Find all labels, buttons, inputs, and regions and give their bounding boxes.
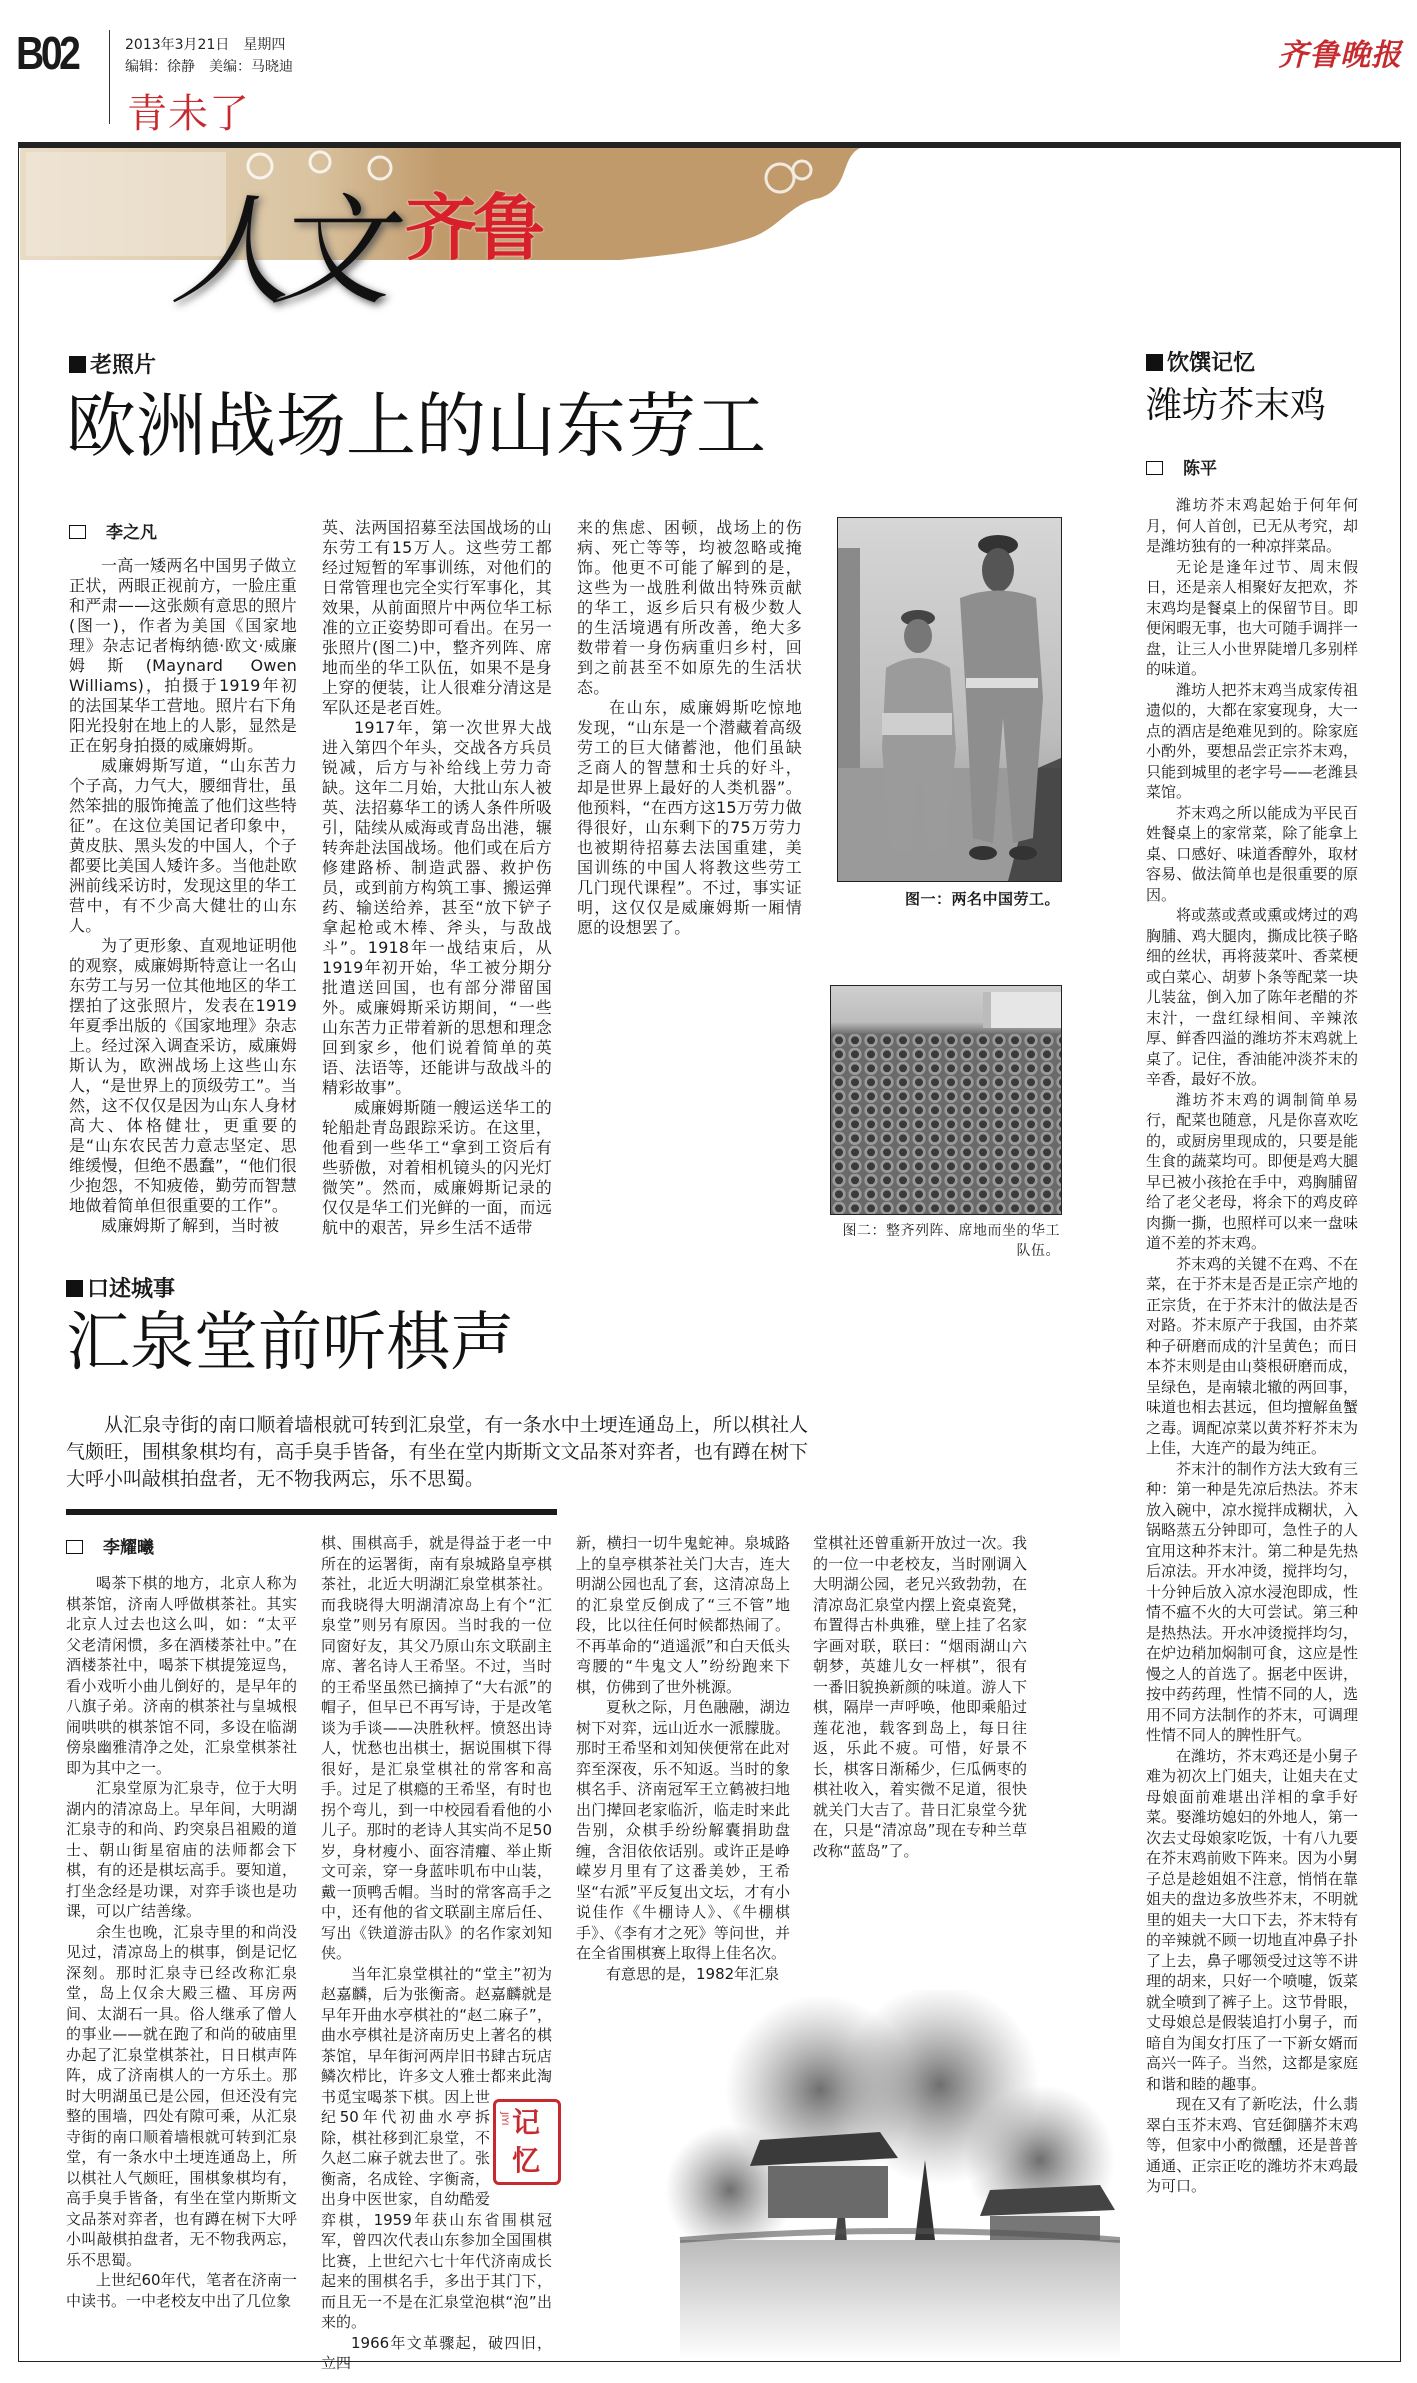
paragraph: 威廉姆斯写道，“山东苦力个子高，力气大，腰细背壮，虽然笨拙的服饰掩盖了他们这些特征”。在这位美国记者印象中，黄皮肤、黑头发的中国人，个子都要比美国人矮许多。当他赴欧洲前线采访时，发现这里的华工营中，有不少高大健壮的山东人。 bbox=[69, 756, 297, 935]
article-title: 欧洲战场上的山东劳工 bbox=[66, 385, 766, 467]
divider-bar bbox=[66, 1509, 557, 1515]
seal-pinyin: JIYI bbox=[499, 2112, 509, 2126]
byline bbox=[1146, 454, 1217, 479]
paragraph: 威廉姆斯随一艘运送华工的轮船赴青岛跟踪采访。在这里，他看到一些华工“拿到工资后有些骄傲，对着相机镜头的闪光灯微笑”。然而，威廉姆斯记录的仅仅是华工们光鲜的一面，而远航中的艰苦，异乡生活不适带 bbox=[322, 1098, 552, 1237]
section-label-old-photos: 老照片 bbox=[69, 348, 156, 379]
article-column bbox=[69, 556, 297, 1236]
column-name: 青未了 bbox=[127, 91, 250, 137]
paragraph: 堂棋社还曾重新开放过一次。我的一位一中老校友，当时刚调入大明湖公园，老兄兴致勃勃，在清凉岛汇泉堂内摆上瓷桌瓷凳，布置得古朴典雅，壁上挂了名家字画对联，联曰：“烟雨湖山六朝梦，英雄儿女一枰棋”，很有一番旧貌换新颜的味道。游人下棋，隔岸一声呼唤，他即乘船过莲花池，载客到岛上，每日往返，乐此不疲。可惜，好景不长，棋客日渐稀少，仨瓜俩枣的棋社收入，着实微不足道，很快就关门大吉了。昔日汇泉堂今犹在，只是“清凉岛”现在专种兰草改称“蓝岛”了。 bbox=[813, 1534, 1027, 1860]
paragraph: 芥末鸡的关键不在鸡、不在菜，在于芥末是否是正宗产地的正宗货，在于芥末汁的做法是否对路。芥末原产于我国，由芥菜种子研磨而成的汁呈黄色；而日本芥末则是由山葵根研磨而成，呈绿色，是南辕北辙的两回事，味道也相去甚远，但均擅解鱼蟹之毒。调配凉菜以黄芥籽芥末为上佳，大连产的最为纯正。 bbox=[1146, 1254, 1358, 1457]
paragraph: 潍坊芥末鸡的调制简单易行，配菜也随意，凡是你喜欢吃的，或厨房里现成的，只要是能生食的蔬菜均可。即便是鸡大腿早已被小孩抢在手中，鸡胸脯留给了老父老母，将余下的鸡皮碎肉撕一撕，也照样可以来一盘味道不差的芥末鸡。 bbox=[1146, 1090, 1358, 1252]
article-column bbox=[321, 1533, 552, 2374]
section-label-food-memory: 饮馔记忆 bbox=[1146, 346, 1255, 377]
paragraph: 1966年文革骤起，破四旧，立四 bbox=[321, 2333, 552, 2372]
paragraph: 潍坊芥末鸡起始于何年何月，何人首创，已无从考究，却是潍坊独有的一种凉拌菜品。 bbox=[1146, 496, 1358, 555]
byline-box-icon bbox=[69, 525, 86, 539]
article-column bbox=[322, 518, 552, 1238]
paragraph: 当年汇泉堂棋社的“堂主”初为赵嘉麟，后为张衡斋。赵嘉麟就是早年开曲水亭棋社的“赵二麻子”，曲水亭棋社是济南历史上著名的棋茶馆，早年街河两岸旧书肆古玩店鳞次栉比，许多文人雅士都来此淘书觅宝喝茶下棋。因上世纪50年代初曲水亭拆除，棋社移到汇泉堂，不久赵二麻子就去世了。张衡斋，名成铨、字衡斋，出身中医世家，自幼酷爱弈棋，1959年获山东省围棋冠军，曾四次代表山东参加全国围棋比赛，上世纪六七十年代济南成长起来的围棋名手，多出于其门下，而且无一不是在汇泉堂泡棋“泡”出来的。 bbox=[321, 1964, 552, 2331]
byline bbox=[69, 518, 157, 543]
article-column bbox=[1146, 495, 1358, 2197]
author-name: 李之凡 bbox=[106, 523, 157, 543]
newspaper-logo: 齐鲁晚报 bbox=[1278, 38, 1402, 73]
editor-credits: 编辑：徐静 美编：马晓迪 bbox=[125, 59, 293, 75]
paragraph: 来的焦虑、困顿，战场上的伤病、死亡等等，均被忽略或掩饰。他更不可能了解到的是，这些为一战胜利做出特殊贡献的华工，返乡后只有极少数人的生活境遇有所改善，绝大多数带着一身伤病重归乡村，回到之前甚至不如原先的生活状态。 bbox=[577, 518, 802, 697]
article-intro: 从汇泉寺街的南口顺着墙根就可转到汇泉堂，有一条水中土埂连通岛上，所以棋社人气颇旺，围棋象棋均有，高手臭手皆备，有坐在堂内斯斯文文品茶对弈者，也有蹲在树下大呼小叫敲棋拍盘者，无不物我两忘，乐不思蜀。 bbox=[66, 1414, 808, 1490]
section-banner bbox=[20, 148, 880, 322]
paragraph: 现在又有了新吃法，什么翡翠白玉芥末鸡、官廷御膳芥末鸡等，但家中小酌微醺，还是普普通通、正宗正吃的潍坊芥末鸡最为可口。 bbox=[1146, 2095, 1358, 2195]
paragraph: 喝茶下棋的地方，北京人称为棋茶馆，济南人呼做棋茶社。其实北京人过去也这么叫，如：“太平父老清闲惯，多在酒楼茶社中。”在酒楼茶社中，喝茶下棋提笼逗鸟，看小戏听小曲儿倒好的，是早年的八旗子弟。济南的棋茶社与皇城根闹哄哄的棋茶馆不同，多设在临湖傍泉幽雅清净之处，汇泉堂棋茶社即为其中之一。 bbox=[66, 1574, 297, 1777]
banner-red-title: 齐鲁 bbox=[405, 186, 542, 270]
article-column bbox=[66, 1573, 297, 2311]
memory-seal-logo bbox=[493, 2099, 561, 2185]
building bbox=[983, 992, 1061, 1028]
byline bbox=[66, 1533, 154, 1558]
paragraph: 新，横扫一切牛鬼蛇神。泉城路上的皇亭棋茶社关门大吉，连大明湖公园也乱了套，这清凉岛上的汇泉堂反倒成了“三不管”地段，比以往任何时候都热闹了。不再革命的“逍遥派”和白天低头弯腰的“牛鬼文人”纷纷跑来下棋，仿佛到了世外桃源。 bbox=[576, 1534, 790, 1696]
paragraph: 有意思的是，1982年汇泉 bbox=[606, 1964, 780, 1983]
paragraph: 将或蒸或煮或熏或烤过的鸡胸脯、鸡大腿肉，撕成比筷子略细的丝状，再将菠菜叶、香菜梗或白菜心、胡萝卜条等配菜一块儿装盆，倒入加了陈年老醋的芥末汁，一盘红绿相间、辛辣浓厚、鲜香四溢的潍坊芥末鸡就上桌了。记住，香油能冲淡芥末的辛香，最好不放。 bbox=[1146, 906, 1358, 1088]
article-column bbox=[576, 1533, 790, 1984]
paragraph: 夏秋之际，月色融融，湖边树下对弈，远山近水一派朦胧。那时王希坚和刘知侠便常在此对弈至深夜，乐不知返。当时的象棋名手、济南冠军王立鹤被扫地出门撵回老家临沂，临走时来此告别，众棋手纷纷解囊捐助盘缠，含泪依依话别。或许正是峥嵘岁月里有了这番美妙，王希坚“右派”平反复出文坛，才有小说佳作《牛棚诗人》、《牛棚棋手》、《李有才之死》等问世，并在全省围棋赛上取得上佳名次。 bbox=[576, 1698, 790, 1962]
paragraph: 在潍坊，芥末鸡还是小舅子难为初次上门姐夫，让姐夫在丈母娘面前难堪出洋相的拿手好菜。娶潍坊媳妇的外地人，第一次去丈母娘家吃饭，十有八九要在芥末鸡前败下阵来。因为小舅子总是趁姐姐不注意，悄悄在靠姐夫的盘边多放些芥末，不明就里的姐夫一大口下去，芥末特有的辛辣就不顾一切地直冲鼻子扑了上去，鼻子哪领受过这等不讲理的胡来，只好一个喷嚏，饭菜就全喷到了裤子上。这节骨眼，丈母娘总是假装追打小舅子，而暗自为闺女打压了一下新女婿而高兴一阵子。当然，这都是家庭和谐和睦的趣事。 bbox=[1146, 1746, 1358, 2093]
byline-box-icon bbox=[66, 1540, 83, 1554]
paragraph: 为了更形象、直观地证明他的观察，威廉姆斯特意让一名山东劳工与另一位其他地区的华工摆拍了这张照片，发表在1919年夏季出版的《国家地理》杂志上。经过深入调查采访，威廉姆斯认为，欧洲战场上这些山东人，“是世界上的顶级劳工”。当然，这不仅仅是因为山东人身材高大、体格健壮，更重要的是“山东农民苦力意志坚定、思维缓慢，但绝不愚蠢”，“他们很少抱怨，不知疲倦，勤劳而智慧地做着简单但很重要的工作”。 bbox=[69, 936, 297, 1215]
seal-text: 记忆 bbox=[512, 2106, 541, 2177]
figure-1-caption: 图一：两名中国劳工。 bbox=[904, 890, 1060, 908]
article-title: 潍坊芥末鸡 bbox=[1146, 385, 1327, 426]
article-column bbox=[577, 518, 802, 938]
section-label-oral-history: 口述城事 bbox=[66, 1272, 175, 1303]
banner-brush-title: 人文 bbox=[170, 183, 370, 322]
paragraph: 芥末鸡之所以能成为平民百姓餐桌上的家常菜，除了能拿上桌、口感好、味道香醇外，取材容易、做法简单也是很重要的原因。 bbox=[1146, 803, 1358, 904]
paragraph: 汇泉堂原为汇泉寺，位于大明湖内的清凉岛上。早年间，大明湖汇泉寺的和尚、趵突泉吕祖殿的道士、朝山街星宿庙的法师都会下棋，有的还是棋坛高手。要知道，打坐念经是功课，对弈手谈也是功课，可以广结善缘。 bbox=[66, 1779, 297, 1920]
paragraph: 英、法两国招募至法国战场的山东劳工有15万人。这些劳工都经过短暂的军事训练，对他们的日常管理也完全实行军事化，其效果，从前面照片中两位华工标准的立正姿势即可看出。在另一张照片(图二)中，整齐列阵、席地而坐的华工队伍，如果不是身上穿的便装，让人很难分清这是军队还是老百姓。 bbox=[322, 518, 552, 717]
paragraph: 潍坊人把芥末鸡当成家传祖遗似的，大都在家宴现身，大一点的酒店是绝难见到的。除家庭小酌外，要想品尝正宗芥末鸡，只能到城里的老字号——老潍县菜馆。 bbox=[1146, 680, 1358, 801]
issue-date: 2013年3月21日 星期四 bbox=[125, 37, 286, 53]
paragraph: 1917年，第一次世界大战进入第四个年头，交战各方兵员锐减，后方与补给线上劳力奇缺。这年二月始，大批山东人被英、法招募华工的诱人条件所吸引，陆续从威海或青岛出港，辗转奔赴法国战场。他们或在后方修建路桥、制造武器、救护伤员，或到前方构筑工事、搬运弹药、输送给养，甚至“放下铲子拿起枪或木棒、斧头，与敌战斗”。1918年一战结束后，从1919年初开始，华工被分期分批遣送回国，也有部分滞留国外。威廉姆斯采访期间，“一些山东苦力正带着新的思想和理念回到家乡，他们说着简单的英语、法语等，还能讲与敌战斗的精彩故事”。 bbox=[322, 718, 552, 1097]
header-divider bbox=[109, 30, 110, 124]
paragraph: 棋、围棋高手，就是得益于老一中所在的运署街，南有泉城路皇亭棋茶社，北近大明湖汇泉堂棋茶社。而我晓得大明湖清凉岛上有个“汇泉堂”则另有原因。当时我的一位同窗好友，其父乃原山东文联副主席、著名诗人王希坚。不过，当时的王希坚虽然已摘掉了“大右派”的帽子，但早已不再写诗，于是改笔谈为手谈——决胜秋枰。愤怒出诗人，忧愁也出棋士，据说围棋下得很好，是汇泉堂棋社的常客和高手。过足了棋瘾的王希坚，有时也拐个弯儿，到一中校园看看他的小儿子。那时的老诗人其实尚不足50岁，身材瘦小、面容清癯、举止斯文可亲，穿一身蓝咔叽布中山装，戴一顶鸭舌帽。当时的常客高手之中，还有他的省文联副主席后任、写出《铁道游击队》的名作家刘知侠。 bbox=[321, 1534, 552, 1962]
paragraph: 上世纪60年代，笔者在济南一中读书。一中老校友中出了几位象 bbox=[66, 2271, 297, 2310]
paragraph: 余生也晚，汇泉寺里的和尚没见过，清凉岛上的棋事，倒是记忆深刻。那时汇泉寺已经改称汇泉堂，岛上仅余大殿三楹、耳房两间、太湖石一具。俗人继承了僧人的事业——就在跑了和尚的破庙里办起了汇泉堂棋茶社，日日棋声阵阵，成了济南棋人的一方乐土。那时大明湖虽已是公园，但还没有完整的围墙，四处有隙可乘，从汇泉寺街的南口顺着墙根就可转到汇泉堂，有一条水中土埂连通岛上，所以棋社人气颇旺，围棋象棋均有，高手臭手皆备，有坐在堂内斯斯文文品茶对弈者，也有蹲在树下大呼小叫敲棋拍盘者，无不物我两忘，乐不思蜀。 bbox=[66, 1922, 297, 2269]
paragraph: 在山东，威廉姆斯吃惊地发现，“山东是一个潜藏着高级劳工的巨大储蓄池，他们虽缺乏商人的智慧和士兵的好斗，却是世界上最好的人类机器”。他预料，“在西方这15万劳力做得很好，山东剩下的75万劳力也被期待招募去法国重建，美国训练的中国人将教这些劳工几门现代课程”。不过，事实证明，这仅仅是威廉姆斯一厢情愿的设想罢了。 bbox=[577, 698, 802, 937]
paragraph: 威廉姆斯了解到，当时被 bbox=[101, 1216, 280, 1235]
author-name: 李耀曦 bbox=[103, 1538, 154, 1558]
author-name: 陈平 bbox=[1183, 459, 1217, 479]
figure-2-caption: 图二：整齐列阵、席地而坐的华工队伍。 bbox=[842, 1223, 1060, 1259]
photo-huiquan-hall bbox=[560, 1990, 1120, 2360]
paragraph: 芥末汁的制作方法大致有三种：第一种是先凉后热法。芥末放入碗中，凉水搅拌成糊状，入锅略蒸五分钟即可，急性子的人宜用这种芥末汁。第二种是先热后凉法。开水冲烫，搅拌均匀，十分钟后放入凉水浸泡即成，性情不瘟不火的大可尝试。第三种是热热法。开水冲烫搅拌均匀，在炉边稍加焖制可食，这应是性慢之人的首选了。据老中医讲，按中药药理，性情不同的人，选用不同方法制作的芥末，可调理性情不同人的脾性肝气。 bbox=[1146, 1459, 1358, 1744]
photo-laborers-seated bbox=[830, 985, 1062, 1215]
paragraph: 无论是逢年过节、周末假日，还是亲人相聚好友把欢，芥末鸡均是餐桌上的保留节目。即便闲暇无事，也大可随手调拌一盘，让三人小世界陡增几多别样的味道。 bbox=[1146, 557, 1358, 678]
byline-box-icon bbox=[1146, 461, 1163, 475]
photo-two-laborers bbox=[837, 517, 1062, 882]
article-column bbox=[813, 1533, 1027, 1861]
paragraph: 一高一矮两名中国男子做立正状，两眼正视前方，一脸庄重和严肃——这张颇有意思的照片(图一)，作者为美国《国家地理》杂志记者梅纳德·欧文·威廉姆斯(Maynard Owen Williams)，拍摄于1919年初的法国某华工营地。照片右下角阳光投射在地上的人影，显然是正在躬身拍摄的威廉姆斯。 bbox=[69, 556, 297, 755]
page-number: B02 bbox=[16, 27, 78, 79]
article-title: 汇泉堂前听棋声 bbox=[66, 1306, 514, 1380]
